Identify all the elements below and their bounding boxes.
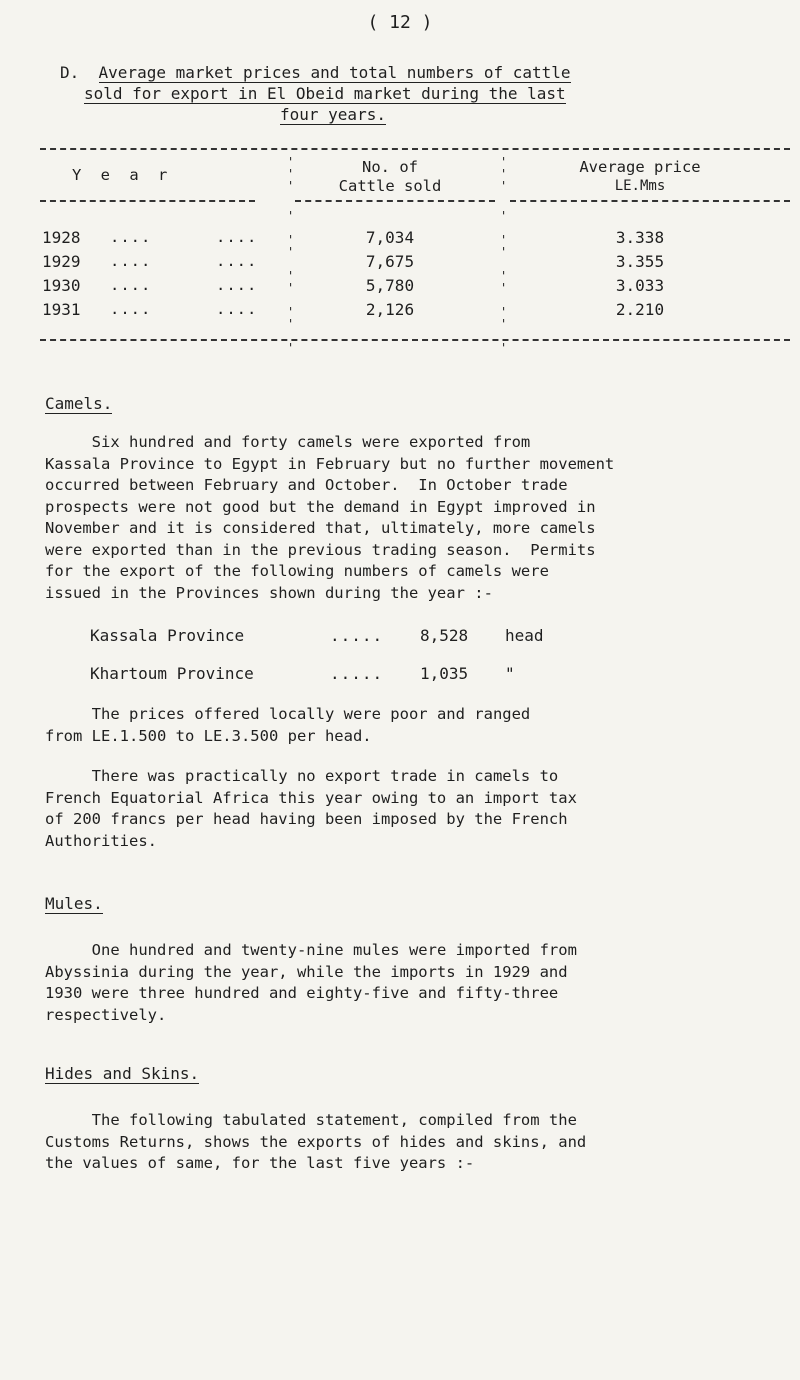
- row-price: 3.338: [615, 228, 665, 247]
- table-row: 1928 .... .... 7,034 3.338: [40, 228, 790, 250]
- header-cattle-sold: No. of Cattle sold: [338, 158, 442, 195]
- camels-paragraph-3: There was practically no export trade in camels to French Equatorial Africa this year owing to an import tax of 200 francs per head having been imposed by the French Authorities.: [45, 767, 577, 850]
- row-price: 3.355: [615, 252, 665, 271]
- header-average-price: Average price LE.Mms: [579, 158, 701, 194]
- document-page: ( 12 ) D. Average market prices and total numbers of cattle sold for export in El Obeid market during the last four years. Y e a r No. of Cattle sold Average price LE.Mms ' ' ' ' ' ' ' ' ' ' ' ' ' ' ' ' ' ' ' ' ' ' 1928 .... .... 7,034 3.338 1929 .... .... 7,675 3.355 1930 .... .... 5,780 3.033 1931 .... .... 2,126 2.210 Camels. Six hundred and forty camels were exported from Kassala Province to Egypt in February but no further movement occurred between February and October. In October trade prospects were not good but the demand in Egypt improved in November and it is considered that, ultimately, more camels were exported than in the previous trading season. Permits for the export of the following numbers of camels were issued in the Provinces shown during the year :- Kassala Province ..... 8,528 head Khartoum Province ..... 1,035 " The prices offered locally were poor and ranged from LE.1.500 to LE.3.500 per head. There was practically no export trade in camels to French Equatorial Africa this year owing to an import tax of 200 francs per head having been imposed by the French Authorities. Mules. One hundred and twenty-nine mules were imported from Abyssinia during the year, while the imports in 1929 and 1930 were three hundred and eighty-five and fifty-three respectively. Hides and Skins. The following tabulated statement, compiled from the Customs Returns, shows the exports of hides and skins, and the values of same, for the last five years :-: [0, 0, 800, 1380]
- section-letter: D.: [60, 63, 80, 82]
- row-count: 7,034: [365, 228, 415, 247]
- row-price: 2.210: [615, 300, 665, 319]
- table-row: 1930 .... .... 5,780 3.033: [40, 276, 790, 298]
- heading-line-3: four years.: [280, 105, 386, 124]
- page-number: ( 12 ): [367, 12, 433, 33]
- header-rule: [510, 200, 790, 202]
- hides-paragraph: The following tabulated statement, compiled from the Customs Returns, shows the exports of hides and skins, and the values of same, for the last five years :-: [45, 1111, 587, 1172]
- heading-line-1: Average market prices and total numbers of cattle: [98, 63, 571, 82]
- column-separator: ' ' ': [287, 155, 295, 193]
- column-separator: ' ' ' ' ' ' ' ': [500, 209, 508, 355]
- row-price: 3.033: [615, 276, 665, 295]
- column-separator: ' ' ': [500, 155, 508, 193]
- table-top-rule: [40, 148, 790, 150]
- row-count: 2,126: [365, 300, 415, 319]
- camels-paragraph-1: Six hundred and forty camels were exported from Kassala Province to Egypt in February but no further movement occurred between February and October. In October trade prospects were not good but the demand in Egypt improved in November and it is considered that, ultimately, more camels were exported than in the previous trading season. Permits for the export of the following numbers of camels were issued in the Provinces shown during the year :-: [45, 433, 615, 602]
- mules-heading: Mules.: [45, 894, 103, 913]
- row-year: 1930: [42, 276, 81, 295]
- table-row: 1929 .... .... 7,675 3.355: [40, 252, 790, 274]
- camels-paragraph-2: The prices offered locally were poor and ranged from LE.1.500 to LE.3.500 per head.: [45, 705, 531, 745]
- table-row: 1931 .... .... 2,126 2.210: [40, 300, 790, 322]
- hides-heading: Hides and Skins.: [45, 1064, 200, 1083]
- column-separator: ' ' ' ' ' ' ' ': [287, 209, 295, 355]
- row-year: 1931: [42, 300, 81, 319]
- heading-line-2: sold for export in El Obeid market during the last: [84, 84, 566, 103]
- cattle-table: [40, 148, 790, 355]
- camels-heading: Camels.: [45, 394, 113, 413]
- row-count: 5,780: [365, 276, 415, 295]
- header-year: Y e a r: [72, 166, 173, 184]
- mules-paragraph: One hundred and twenty-nine mules were imported from Abyssinia during the year, while the imports in 1929 and 1930 were three hundred and eighty-five and fifty-three respectively.: [45, 941, 577, 1024]
- row-count: 7,675: [365, 252, 415, 271]
- row-year: 1929: [42, 252, 81, 271]
- header-rule: [295, 200, 495, 202]
- header-rule: [40, 200, 255, 202]
- row-year: 1928: [42, 228, 81, 247]
- section-heading: [60, 62, 760, 125]
- table-bottom-rule: [40, 339, 790, 341]
